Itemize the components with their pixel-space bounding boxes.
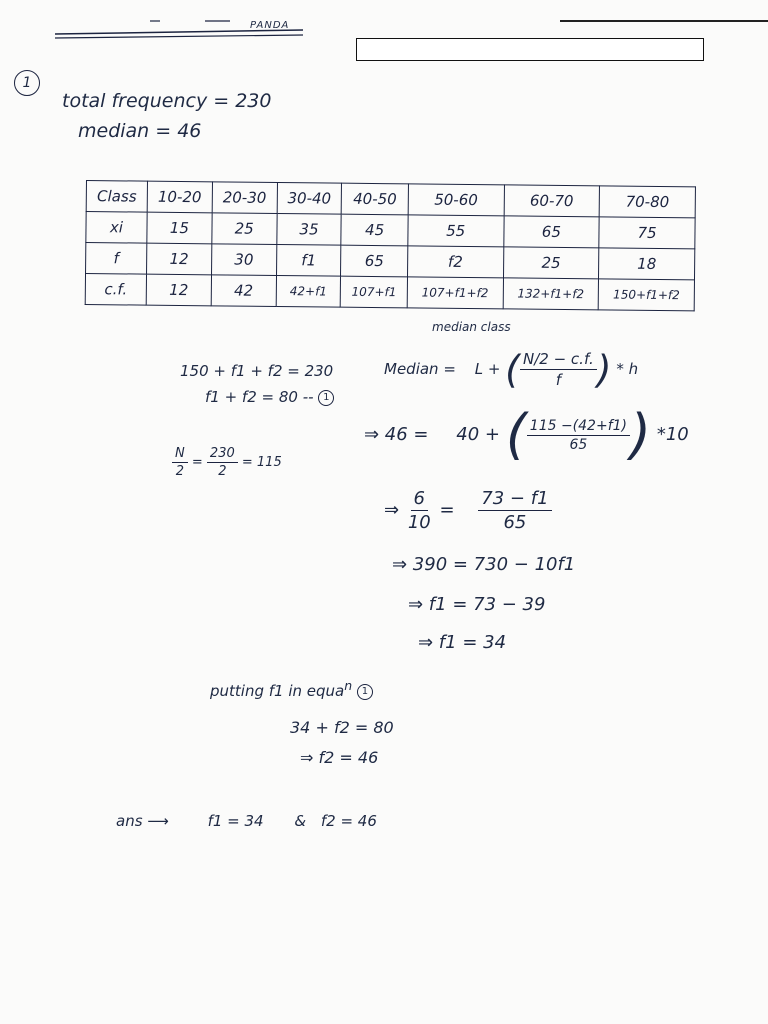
sum-equation: 150 + f1 + f2 = 230: [180, 362, 334, 380]
step-one-denominator: 65: [569, 436, 588, 453]
putting-superscript: n: [344, 678, 353, 693]
table-cell: 40-50: [342, 183, 409, 215]
answer-f2: f2 = 46: [320, 812, 377, 830]
table-row-cf: [85, 274, 694, 311]
step-four: ⇒ f1 = 73 − 39: [408, 594, 546, 615]
median-class-label: median class: [432, 320, 511, 334]
table-cell: 10-20: [147, 181, 212, 213]
median-formula-numerator: N/2 − c.f.: [520, 350, 597, 370]
equation-one: f1 + f2 = 80 -- 1: [205, 388, 334, 406]
median-formula-denominator: f: [555, 371, 561, 389]
given-median: median = 46: [78, 120, 202, 142]
half-n-result: = 115: [241, 455, 282, 470]
median-formula-label: Median =: [384, 360, 456, 378]
step-two-right-numerator: 73 − f1: [478, 488, 551, 511]
question-number: 1: [14, 70, 40, 96]
table-cell: 42: [211, 275, 276, 307]
answer-and: &: [294, 812, 307, 830]
half-n-calc: $\frac{N}{2}$ = $\frac{230}{2}$ = 115: [172, 446, 282, 479]
median-formula-h: * h: [616, 360, 639, 378]
step-three: ⇒ 390 = 730 − 10f1: [392, 554, 576, 575]
table-cell: 65: [341, 245, 408, 277]
row-header: Class: [86, 181, 147, 213]
answer-line: [116, 812, 377, 830]
putting-text: putting f1 in equa: [210, 682, 345, 700]
half-n-numerator: N: [172, 446, 188, 463]
table-cell: 15: [147, 212, 212, 244]
step-one-numerator: 115 −(42+f1): [527, 418, 630, 436]
table-cell: 42+f1: [276, 275, 341, 307]
table-cell: f2: [407, 246, 503, 278]
row-header: c.f.: [85, 274, 146, 306]
step-one: ⇒ 46 = 40 + ( $\frac{115 -(42+f1)}{65}$ ) *10: [364, 403, 689, 466]
half-n-denominator: 2: [175, 464, 184, 479]
answer-f1: f1 = 34: [207, 812, 264, 830]
table-cell: 50-60: [408, 184, 504, 216]
step-one-base: 40 +: [456, 424, 500, 445]
step-two-prefix: ⇒: [384, 499, 400, 521]
median-formula-l: L +: [474, 360, 501, 378]
step-two: [384, 488, 552, 533]
table-cell: 12: [147, 243, 212, 275]
equation-one-text: f1 + f2 = 80: [205, 388, 298, 406]
table-cell: 55: [408, 215, 504, 247]
frequency-table: [85, 180, 696, 311]
equation-tag: 1: [318, 390, 334, 406]
header-rule-right: [560, 20, 768, 22]
table-cell: 107+f1: [341, 276, 408, 308]
step-two-right-denominator: 65: [503, 512, 527, 533]
equation-tag: 1: [357, 684, 373, 700]
row-header: f: [86, 243, 147, 275]
table-cell: 35: [276, 213, 341, 245]
table-cell: 65: [503, 216, 599, 248]
table-cell: 107+f1+f2: [407, 277, 503, 309]
table-cell: f1: [276, 244, 341, 276]
answer-label: ans ⟶: [116, 812, 169, 830]
table-cell: 25: [212, 213, 277, 245]
given-total-frequency: total frequency = 230: [62, 90, 272, 112]
step-two-left-denominator: 10: [407, 512, 431, 533]
table-cell: 70-80: [599, 186, 695, 218]
row-header: xi: [86, 212, 147, 244]
table-cell: 30-40: [277, 183, 342, 215]
name-box: [356, 38, 704, 61]
half-n-value-numerator: 230: [207, 446, 238, 463]
step-two-equals: =: [439, 499, 455, 521]
step-two-left-numerator: 6: [411, 488, 428, 511]
table-cell: 132+f1+f2: [503, 278, 599, 310]
step-one-h: *10: [656, 424, 689, 445]
step-one-lhs: ⇒ 46 =: [364, 424, 429, 445]
step-five: ⇒ f1 = 34: [418, 632, 507, 653]
table-cell: 75: [599, 217, 695, 249]
half-n-value-denominator: 2: [218, 464, 227, 479]
table-cell: 30: [211, 244, 276, 276]
putting-line: [210, 678, 373, 700]
table-cell: 18: [599, 248, 695, 280]
table-cell: 12: [146, 274, 211, 306]
name-fragment: PANDA: [250, 20, 290, 31]
table-cell: 150+f1+f2: [598, 279, 694, 311]
substitution-two: ⇒ f2 = 46: [300, 748, 379, 767]
substitution-one: 34 + f2 = 80: [290, 718, 394, 737]
table-cell: 45: [341, 214, 408, 246]
table-cell: 20-30: [212, 182, 277, 214]
table-cell: 60-70: [504, 185, 600, 217]
median-formula: Median = L + ( $\frac{N/2 - c.f.}{f}$ ) * h: [384, 347, 639, 392]
table-cell: 25: [503, 247, 599, 279]
